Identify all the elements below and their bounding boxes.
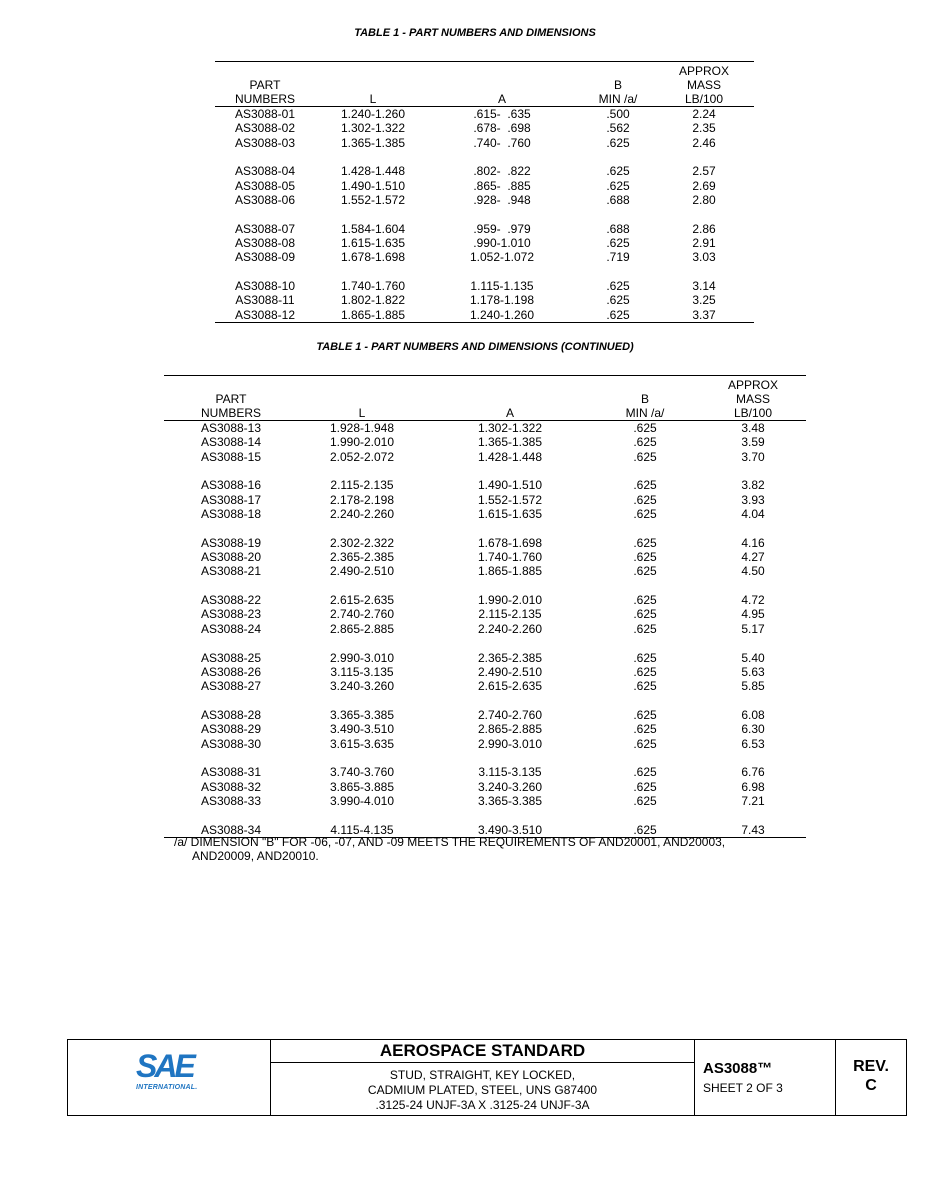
l-cell: 1.584-1.604: [340, 221, 406, 236]
l-cell: 1.615-1.635: [340, 236, 406, 251]
part-number-cell: AS3088-21: [200, 564, 262, 579]
b-cell: .625: [633, 722, 657, 737]
mass-cell: 2.57: [692, 164, 716, 179]
l-cell: 3.740-3.760: [329, 765, 395, 780]
mass-cell: 3.03: [692, 250, 716, 265]
sae-logo-letters: SAE: [136, 1048, 193, 1084]
l-cell: 2.240-2.260: [329, 506, 395, 521]
a-cell: 1.052-1.072: [469, 250, 535, 265]
b-cell: .625: [633, 449, 657, 464]
row-group: [215, 279, 754, 322]
l-cell: 1.678-1.698: [340, 250, 406, 265]
table2-header: [164, 376, 806, 421]
l-cell: 2.178-2.198: [329, 492, 395, 507]
a-cell: .990-1.010: [473, 236, 531, 251]
part-number-cell: AS3088-33: [200, 793, 262, 808]
table1-title: TABLE 1 - PART NUMBERS AND DIMENSIONS: [354, 27, 596, 39]
header-b: B MIN /a/: [625, 392, 665, 420]
table-row: [215, 293, 754, 307]
a-cell: 2.615-2.635: [477, 679, 543, 694]
table-row: [215, 236, 754, 250]
part-number-cell: AS3088-01: [234, 107, 296, 121]
a-cell: 1.240-1.260: [469, 307, 535, 322]
a-cell: .615- .635: [473, 107, 531, 121]
a-cell: .740- .760: [473, 135, 531, 150]
b-cell: .625: [606, 135, 630, 150]
part-number-cell: AS3088-26: [200, 664, 262, 679]
l-cell: 1.865-1.885: [340, 307, 406, 322]
b-cell: .625: [633, 621, 657, 636]
mass-cell: 2.91: [692, 236, 716, 251]
footnote-line-2: AND20009, AND20010.: [192, 849, 319, 863]
a-cell: 2.990-3.010: [477, 736, 543, 751]
table-row: [215, 121, 754, 135]
part-number-cell: AS3088-19: [200, 535, 262, 550]
mass-cell: 4.72: [741, 593, 765, 608]
mass-cell: 5.63: [741, 664, 765, 679]
table-row: [164, 622, 806, 636]
part-number-cell: AS3088-34: [200, 822, 262, 837]
document-number-cell: [695, 1040, 836, 1115]
b-cell: .688: [606, 192, 630, 207]
a-cell: 2.865-2.885: [477, 722, 543, 737]
mass-cell: 2.35: [692, 121, 716, 136]
a-cell: 1.740-1.760: [477, 550, 543, 565]
table-row: [215, 136, 754, 150]
l-cell: 3.990-4.010: [329, 793, 395, 808]
a-cell: 3.115-3.135: [478, 765, 542, 780]
part-number-cell: AS3088-17: [200, 492, 262, 507]
footnote-line-1: /a/ DIMENSION "B" FOR -06, -07, AND -09 MEETS THE REQUIREMENTS OF AND20001, AND20003,: [174, 835, 726, 849]
row-group: [164, 593, 806, 636]
b-cell: .625: [633, 679, 657, 694]
l-cell: 2.990-3.010: [329, 650, 395, 665]
l-cell: 1.365-1.385: [340, 135, 406, 150]
a-cell: 2.740-2.760: [477, 707, 543, 722]
mass-cell: 2.46: [692, 135, 716, 150]
logo-cell: [68, 1040, 271, 1115]
l-cell: 2.365-2.385: [329, 550, 395, 565]
table2-title: TABLE 1 - PART NUMBERS AND DIMENSIONS (CONTINUED): [316, 341, 634, 353]
sheet-number: SHEET 2 OF 3: [703, 1081, 783, 1095]
a-cell: 1.552-1.572: [477, 492, 543, 507]
b-cell: .625: [633, 793, 657, 808]
b-cell: .625: [633, 506, 657, 521]
a-cell: .959- .979: [473, 221, 531, 236]
b-cell: .625: [633, 421, 657, 435]
a-cell: 2.365-2.385: [477, 650, 543, 665]
table2-body: [164, 421, 806, 837]
mass-cell: 4.50: [741, 564, 765, 579]
part-number-cell: AS3088-03: [234, 135, 296, 150]
table-row: [164, 450, 806, 464]
l-cell: 1.990-2.010: [329, 435, 395, 450]
b-cell: .719: [606, 250, 630, 265]
a-cell: 3.490-3.510: [477, 822, 543, 837]
part-number-cell: AS3088-02: [234, 121, 296, 136]
table-row: [164, 564, 806, 578]
a-cell: 2.240-2.260: [477, 621, 543, 636]
part-number-cell: AS3088-25: [200, 650, 262, 665]
part-number-cell: AS3088-16: [200, 478, 262, 493]
table-row: [215, 179, 754, 193]
mass-cell: 3.48: [741, 421, 765, 435]
part-number-cell: AS3088-06: [234, 192, 296, 207]
b-cell: .625: [633, 550, 657, 565]
mass-cell: 5.40: [741, 650, 765, 665]
table1-header: [215, 62, 754, 107]
part-number-cell: AS3088-14: [200, 435, 262, 450]
table-row: [215, 250, 754, 264]
a-cell: 1.490-1.510: [477, 478, 543, 493]
mass-cell: 7.21: [741, 793, 765, 808]
part-number-cell: AS3088-30: [200, 736, 262, 751]
a-cell: .802- .822: [473, 164, 531, 179]
table1-body: [215, 107, 754, 322]
header-b: B MIN /a/: [598, 78, 638, 106]
table1: [215, 61, 754, 323]
row-group: [164, 708, 806, 751]
b-cell: .625: [633, 564, 657, 579]
row-group: [215, 222, 754, 265]
row-group: [164, 421, 806, 464]
table-row: [215, 164, 754, 178]
b-cell: .625: [633, 607, 657, 622]
a-cell: 1.990-2.010: [477, 593, 543, 608]
revision-cell: [836, 1040, 906, 1115]
header-l: L: [358, 406, 366, 420]
b-cell: .625: [633, 779, 657, 794]
l-cell: 1.240-1.260: [340, 107, 406, 121]
l-cell: 3.865-3.885: [329, 779, 395, 794]
part-number-cell: AS3088-28: [200, 707, 262, 722]
part-number-cell: AS3088-08: [234, 236, 296, 251]
b-cell: .625: [633, 435, 657, 450]
a-cell: 2.490-2.510: [477, 664, 543, 679]
table-row: [215, 107, 754, 121]
mass-cell: 2.86: [692, 221, 716, 236]
part-number-cell: AS3088-22: [200, 593, 262, 608]
part-number-cell: AS3088-31: [200, 765, 262, 780]
table-row: [164, 780, 806, 794]
table-row: [164, 478, 806, 492]
l-cell: 3.240-3.260: [329, 679, 395, 694]
row-group: [164, 651, 806, 694]
document-number: AS3088™: [703, 1060, 773, 1077]
b-cell: .625: [606, 279, 630, 294]
l-cell: 2.490-2.510: [329, 564, 395, 579]
part-number-cell: AS3088-05: [234, 178, 296, 193]
a-cell: 1.678-1.698: [477, 535, 543, 550]
l-cell: 2.115-2.135: [330, 478, 394, 493]
part-number-cell: AS3088-27: [200, 679, 262, 694]
description-cell: [271, 1040, 695, 1115]
part-number-cell: AS3088-24: [200, 621, 262, 636]
row-group: [215, 107, 754, 150]
table-row: [164, 665, 806, 679]
table-row: [164, 421, 806, 435]
title-block: [67, 1039, 907, 1116]
mass-cell: 3.14: [692, 279, 716, 294]
mass-cell: 6.76: [741, 765, 765, 780]
l-cell: 2.865-2.885: [329, 621, 395, 636]
row-group: [164, 478, 806, 521]
mass-cell: 5.85: [741, 679, 765, 694]
table-row: [215, 279, 754, 293]
standard-title: AEROSPACE STANDARD: [271, 1040, 694, 1063]
mass-cell: 2.80: [692, 192, 716, 207]
revision-label: REV.: [853, 1058, 889, 1075]
a-cell: 3.365-3.385: [477, 793, 543, 808]
part-number-cell: AS3088-23: [200, 607, 262, 622]
part-number-cell: AS3088-09: [234, 250, 296, 265]
mass-cell: 2.69: [692, 178, 716, 193]
b-cell: .625: [633, 593, 657, 608]
mass-cell: 2.24: [692, 107, 716, 121]
mass-cell: 3.93: [741, 492, 765, 507]
table-row: [164, 651, 806, 665]
a-cell: 1.615-1.635: [477, 506, 543, 521]
b-cell: .625: [633, 736, 657, 751]
a-cell: 1.302-1.322: [477, 421, 543, 435]
l-cell: 1.928-1.948: [329, 421, 395, 435]
b-cell: .625: [633, 478, 657, 493]
part-number-cell: AS3088-29: [200, 722, 262, 737]
part-number-cell: AS3088-10: [234, 279, 296, 294]
sae-logo-subtitle: INTERNATIONAL.: [136, 1084, 198, 1091]
mass-cell: 4.27: [741, 550, 765, 565]
b-cell: .625: [633, 664, 657, 679]
mass-cell: 4.04: [741, 506, 765, 521]
a-cell: .678- .698: [473, 121, 531, 136]
l-cell: 3.615-3.635: [329, 736, 395, 751]
b-cell: .500: [606, 107, 630, 121]
a-cell: 1.115-1.135: [470, 279, 534, 294]
table-row: [215, 222, 754, 236]
mass-cell: 4.16: [741, 535, 765, 550]
header-l: L: [369, 92, 377, 106]
l-cell: 1.490-1.510: [340, 178, 406, 193]
header-part-numbers: PART NUMBERS: [234, 78, 295, 106]
header-a: A: [505, 406, 514, 420]
l-cell: 2.052-2.072: [329, 449, 395, 464]
part-number-cell: AS3088-15: [200, 449, 262, 464]
header-mass: APPROX MASS LB/100: [678, 64, 729, 106]
part-number-cell: AS3088-18: [200, 506, 262, 521]
a-cell: .865- .885: [473, 178, 531, 193]
b-cell: .625: [606, 307, 630, 322]
a-cell: 1.178-1.198: [469, 293, 535, 308]
part-number-cell: AS3088-32: [200, 779, 262, 794]
a-cell: 3.240-3.260: [477, 779, 543, 794]
mass-cell: 5.17: [741, 621, 765, 636]
table-row: [164, 794, 806, 808]
b-cell: .625: [606, 178, 630, 193]
b-cell: .625: [633, 765, 657, 780]
part-number-cell: AS3088-13: [200, 421, 262, 435]
b-cell: .625: [633, 650, 657, 665]
table-row: [164, 550, 806, 564]
part-description: STUD, STRAIGHT, KEY LOCKED, CADMIUM PLATED, STEEL, UNS G87400 .3125-24 UNJF-3A X .3125-24 UNJF-3A: [367, 1068, 598, 1112]
a-cell: 2.115-2.135: [478, 607, 542, 622]
b-cell: .625: [633, 535, 657, 550]
b-cell: .625: [633, 707, 657, 722]
l-cell: 4.115-4.135: [330, 822, 394, 837]
table-row: [215, 193, 754, 207]
l-cell: 1.428-1.448: [340, 164, 406, 179]
footnote-a: [174, 835, 725, 863]
row-group: [164, 536, 806, 579]
sae-logo: [136, 1049, 206, 1093]
mass-cell: 3.70: [741, 449, 765, 464]
b-cell: .625: [633, 822, 657, 837]
l-cell: 2.615-2.635: [329, 593, 395, 608]
table-row: [164, 737, 806, 751]
mass-cell: 6.53: [741, 736, 765, 751]
b-cell: .562: [606, 121, 630, 136]
mass-cell: 6.98: [741, 779, 765, 794]
b-cell: .625: [606, 293, 630, 308]
b-cell: .688: [606, 221, 630, 236]
table-row: [164, 708, 806, 722]
row-group: [215, 164, 754, 207]
table-row: [164, 593, 806, 607]
table2: [164, 375, 806, 838]
row-group: [164, 765, 806, 808]
header-part-numbers: PART NUMBERS: [200, 392, 261, 420]
l-cell: 1.302-1.322: [340, 121, 406, 136]
l-cell: 3.115-3.135: [330, 664, 394, 679]
b-cell: .625: [606, 236, 630, 251]
l-cell: 1.552-1.572: [340, 192, 406, 207]
a-cell: 1.365-1.385: [477, 435, 543, 450]
mass-cell: 3.25: [692, 293, 716, 308]
table-row: [164, 435, 806, 449]
header-mass: APPROX MASS LB/100: [727, 378, 778, 420]
table-row: [164, 607, 806, 621]
table-row: [215, 308, 754, 322]
l-cell: 3.490-3.510: [329, 722, 395, 737]
b-cell: .625: [633, 492, 657, 507]
table-row: [164, 536, 806, 550]
l-cell: 1.802-1.822: [340, 293, 406, 308]
header-a: A: [497, 92, 506, 106]
mass-cell: 7.43: [741, 822, 765, 837]
l-cell: 3.365-3.385: [329, 707, 395, 722]
l-cell: 2.302-2.322: [329, 535, 395, 550]
part-number-cell: AS3088-20: [200, 550, 262, 565]
l-cell: 1.740-1.760: [340, 279, 406, 294]
l-cell: 2.740-2.760: [329, 607, 395, 622]
a-cell: .928- .948: [473, 192, 531, 207]
part-number-cell: AS3088-11: [235, 293, 295, 308]
table-row: [164, 493, 806, 507]
table-row: [164, 507, 806, 521]
part-number-cell: AS3088-07: [234, 221, 296, 236]
table-row: [164, 722, 806, 736]
b-cell: .625: [606, 164, 630, 179]
mass-cell: 6.08: [741, 707, 765, 722]
a-cell: 1.865-1.885: [477, 564, 543, 579]
mass-cell: 3.59: [741, 435, 765, 450]
mass-cell: 4.95: [741, 607, 765, 622]
table-row: [164, 679, 806, 693]
part-number-cell: AS3088-04: [234, 164, 296, 179]
mass-cell: 3.37: [692, 307, 716, 322]
a-cell: 1.428-1.448: [477, 449, 543, 464]
part-number-cell: AS3088-12: [234, 307, 296, 322]
table-row: [164, 765, 806, 779]
mass-cell: 6.30: [741, 722, 765, 737]
revision-value: C: [865, 1077, 877, 1094]
mass-cell: 3.82: [741, 478, 765, 493]
